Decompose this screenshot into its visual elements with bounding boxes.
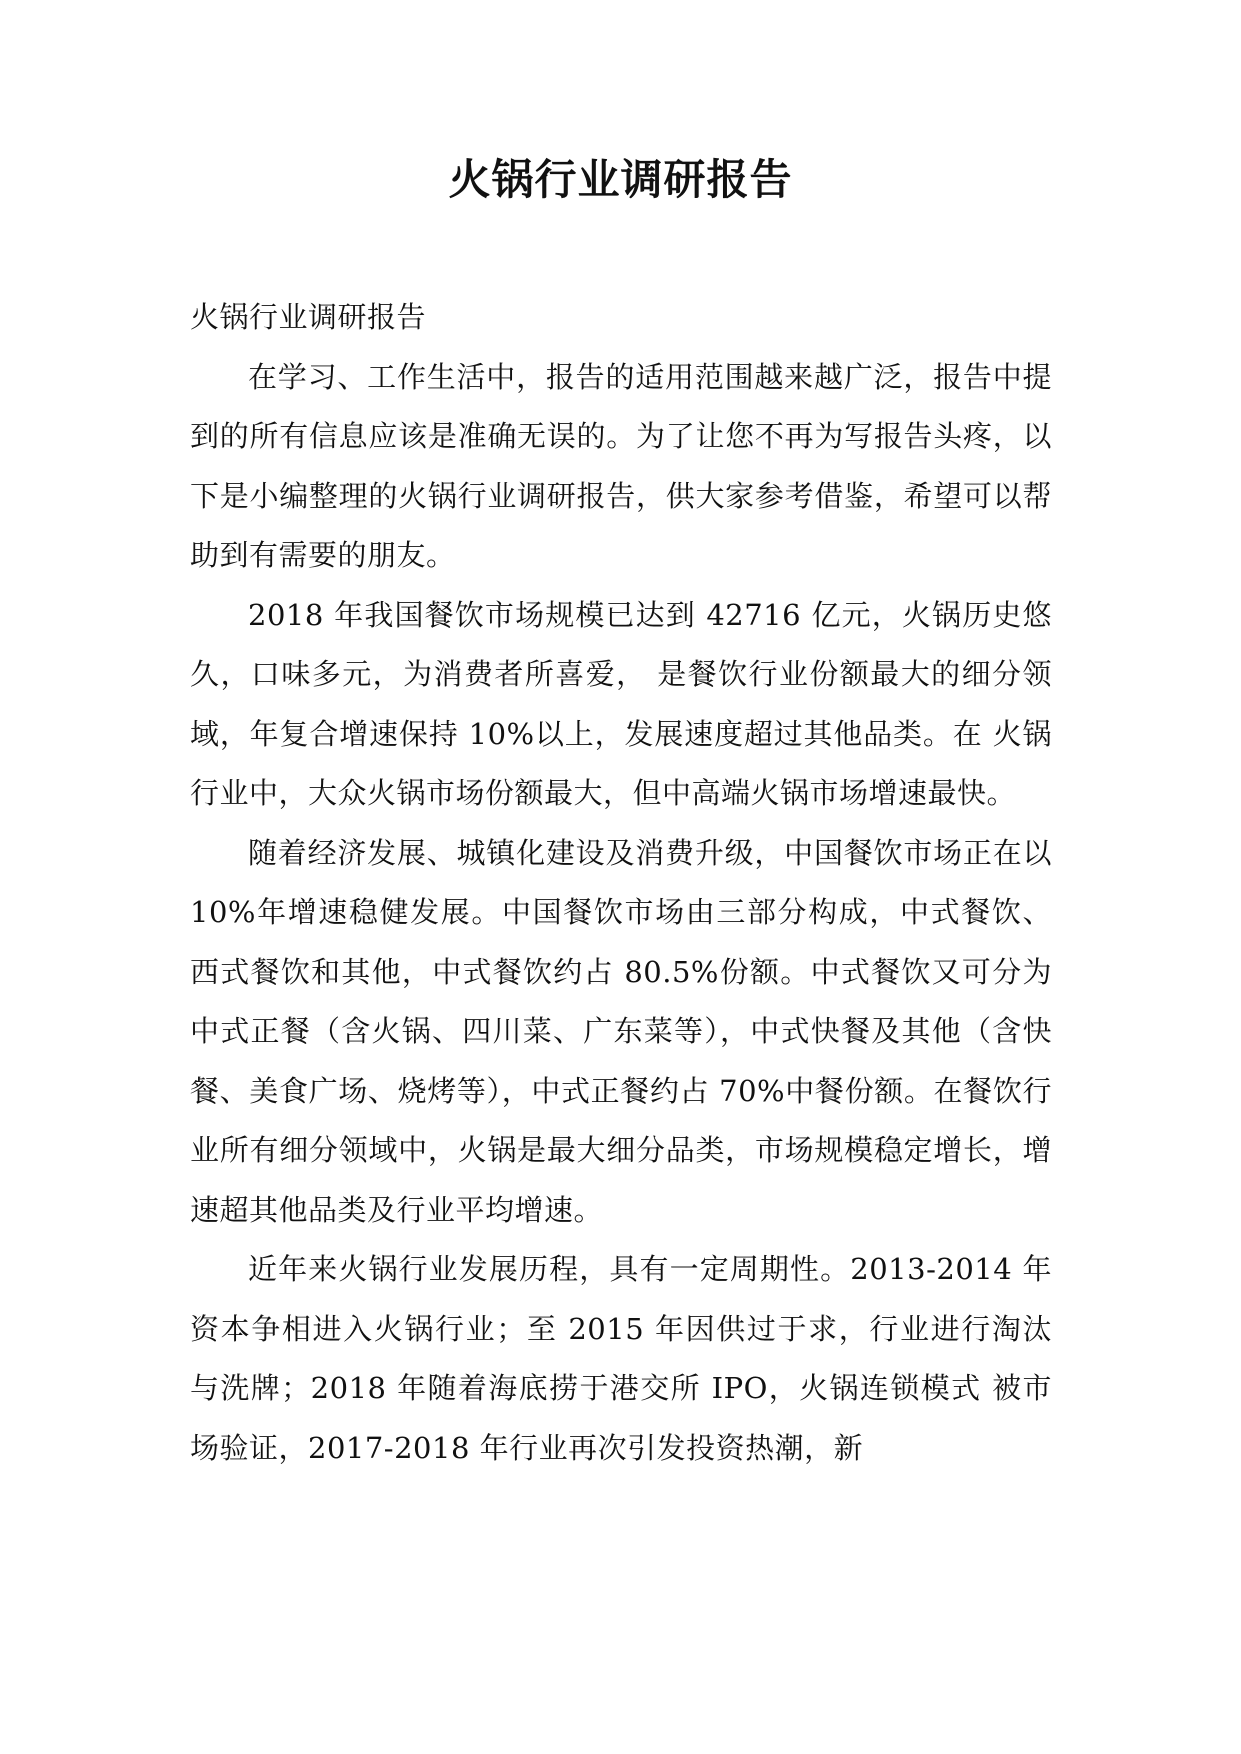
paragraph-intro: 在学习、工作生活中，报告的适用范围越来越广泛，报告中提到的所有信息应该是准确无误的。为了让您不再为写报告头疼，以下是小编整理的火锅行业调研报告，供大家参考借鉴，希望可以帮助到有需要的朋友。 — [190, 359, 1052, 572]
document-title: 火锅行业调研报告 — [448, 155, 793, 204]
paragraph-market-size: 2018 年我国餐饮市场规模已达到 42716 亿元，火锅历史悠久，口味多元，为消费者所喜爱， 是餐饮行业份额最大的细分领域，年复合增速保持 10%以上，发展速度超过其他品类。在 火锅行业中，大众火锅市场份额最大，但中高端火锅市场增速最快。 — [190, 597, 1052, 810]
paragraph-industry-history: 近年来火锅行业发展历程，具有一定周期性。2013-2014 年资本争相进入火锅行业；至 2015 年因供过于求，行业进行淘汰与洗牌；2018 年随着海底捞于港交所 IPO，火锅连锁模式 被市场验证，2017-2018 年行业再次引发投资热潮，新 — [190, 1252, 1052, 1465]
document-subtitle: 火锅行业调研报告 — [190, 300, 427, 334]
document-body — [190, 288, 1052, 1478]
paragraph-market-structure: 随着经济发展、城镇化建设及消费升级，中国餐饮市场正在以 10%年增速稳健发展。中国餐饮市场由三部分构成，中式餐饮、西式餐饮和其他，中式餐饮约占 80.5%份额。中式餐饮又可分为中式正餐（含火锅、四川菜、广东菜等），中式快餐及其他（含快餐、美食广场、烧烤等），中式正餐约占 70%中餐份额。在餐饮行业所有细分领域中，火锅是最大细分品类，市场规模稳定增长，增速超其他品类及行业平均增速。 — [190, 835, 1052, 1227]
